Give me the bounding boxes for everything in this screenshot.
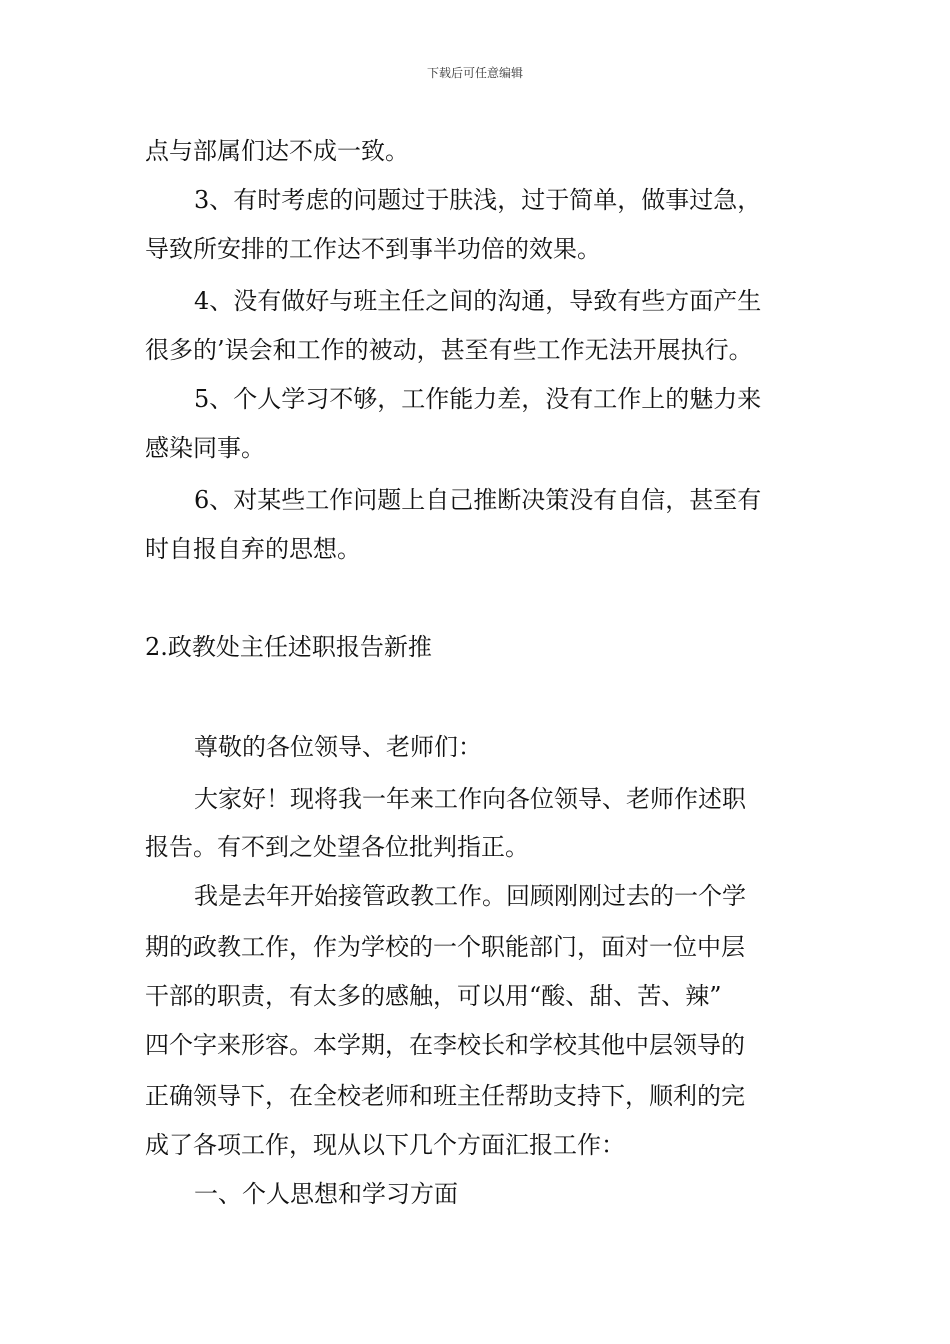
text-line: 6、对某些工作问题上自己推断决策没有自信，甚至有 bbox=[194, 486, 762, 514]
text-line: 4、没有做好与班主任之间的沟通，导致有些方面产生 bbox=[194, 287, 762, 315]
text-line: 干部的职责，有太多的感触，可以用“酸、甜、苦、辣” bbox=[145, 982, 722, 1010]
text-line: 感染同事。 bbox=[145, 434, 265, 462]
text-line: 期的政教工作，作为学校的一个职能部门，面对一位中层 bbox=[145, 933, 745, 961]
text-line: 大家好！现将我一年来工作向各位领导、老师作述职 bbox=[194, 785, 746, 813]
salutation: 尊敬的各位领导、老师们： bbox=[194, 733, 482, 761]
text-line: 报告。有不到之处望各位批判指正。 bbox=[145, 833, 529, 861]
subsection-heading: 一、个人思想和学习方面 bbox=[194, 1180, 458, 1208]
page-header: 下载后可任意编辑 bbox=[426, 66, 523, 80]
text-line: 我是去年开始接管政教工作。回顾刚刚过去的一个学 bbox=[194, 882, 746, 910]
text-line: 导致所安排的工作达不到事半功倍的效果。 bbox=[145, 235, 601, 263]
text-line: 成了各项工作，现从以下几个方面汇报工作： bbox=[145, 1131, 625, 1159]
text-line: 3、有时考虑的问题过于肤浅，过于简单，做事过急， bbox=[194, 186, 762, 214]
text-line: 很多的’误会和工作的被动，甚至有些工作无法开展执行。 bbox=[145, 336, 753, 364]
section-title: 2.政教处主任述职报告新推 bbox=[145, 633, 432, 661]
text-line: 点与部属们达不成一致。 bbox=[145, 137, 409, 165]
text-line: 时自报自弃的思想。 bbox=[145, 535, 361, 563]
text-line: 正确领导下，在全校老师和班主任帮助支持下，顺利的完 bbox=[145, 1082, 745, 1110]
text-line: 四个字来形容。本学期，在李校长和学校其他中层领导的 bbox=[145, 1031, 745, 1059]
text-line: 5、个人学习不够，工作能力差，没有工作上的魅力来 bbox=[194, 385, 762, 413]
